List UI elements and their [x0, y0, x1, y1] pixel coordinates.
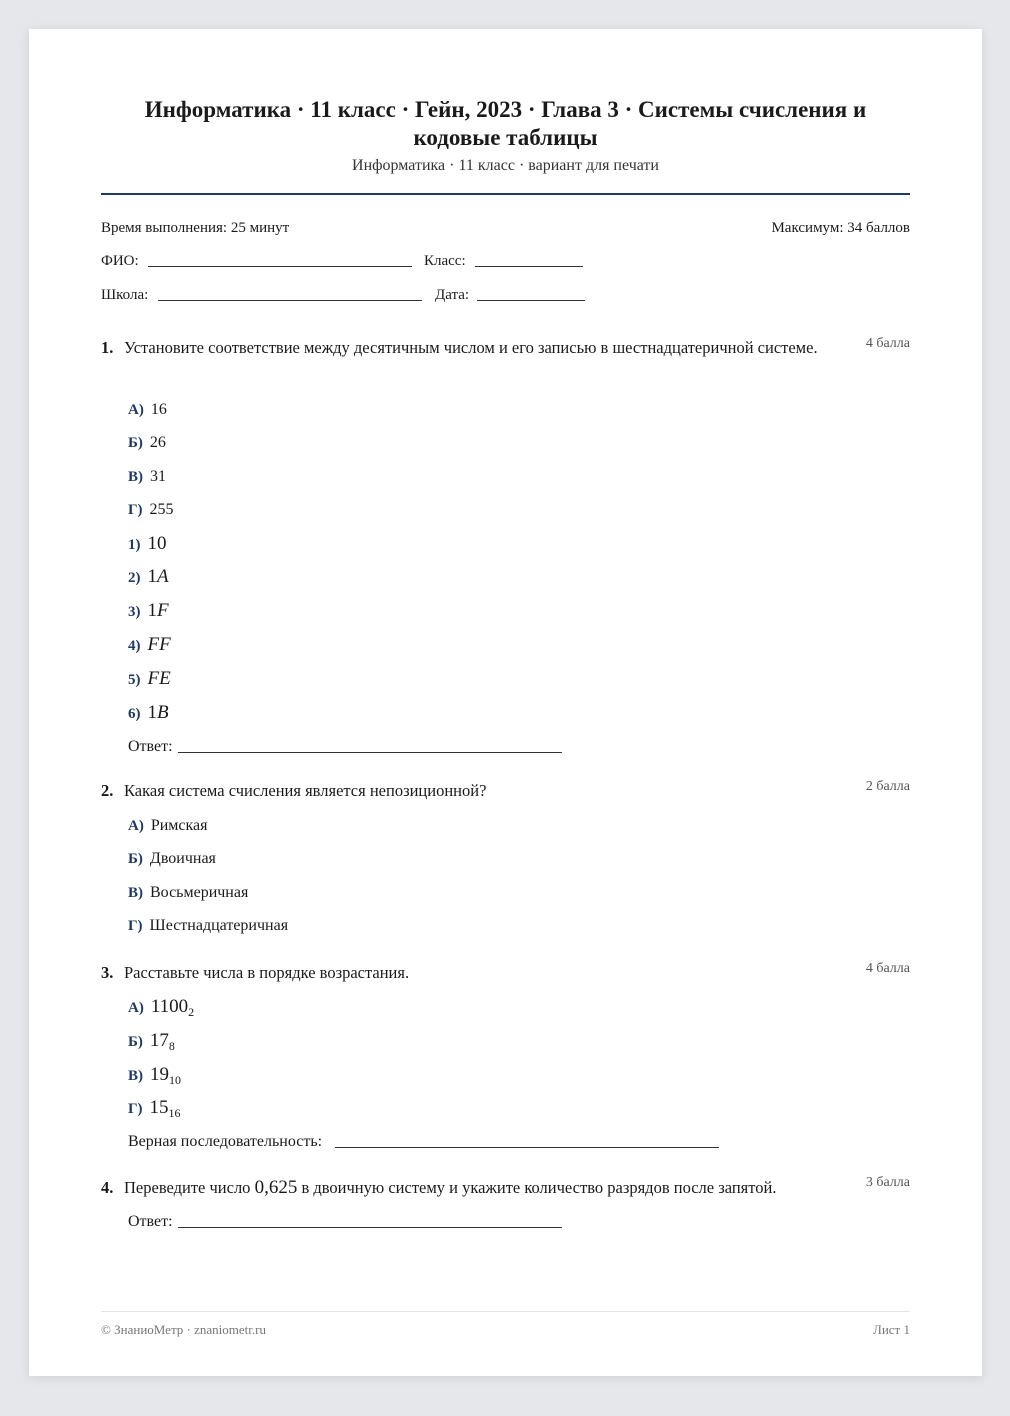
- school-label: Школа:: [101, 287, 149, 303]
- question-number: 4.: [101, 1178, 114, 1197]
- question-points: 2 балла: [865, 779, 910, 794]
- footer-copyright: © ЗнаниоМетр · znaniometr.ru: [101, 1322, 266, 1337]
- match-right-1: 1) 10: [128, 533, 167, 554]
- match-left-a: А) 16: [128, 401, 167, 418]
- order-item-v: В) $19_{10}$: [128, 1064, 181, 1087]
- question-number: 1.: [101, 338, 114, 357]
- answer-label: Ответ:: [128, 1213, 173, 1230]
- answer-field[interactable]: [178, 752, 562, 753]
- question-text: Какая система счисления является непозиционной?: [124, 781, 487, 800]
- sequence-label: Верная последовательность:: [128, 1133, 323, 1150]
- class-label: Класс:: [424, 253, 466, 269]
- date-label: Дата:: [435, 287, 470, 303]
- match-left-b: Б) 26: [128, 434, 166, 451]
- option-a[interactable]: А) Римская: [128, 817, 208, 834]
- question-text: Переведите число 0,625 в двоичную систему и укажите количество разрядов после запятой.: [124, 1177, 777, 1198]
- match-right-5: 5) FE: [128, 668, 171, 689]
- school-field[interactable]: [158, 300, 422, 301]
- order-item-a: А) $1100_2$: [128, 996, 195, 1019]
- match-right-3: 3) 1F: [128, 600, 169, 621]
- fio-field[interactable]: [148, 266, 412, 267]
- order-item-g: Г) $15_{16}$: [128, 1097, 181, 1120]
- question-points: 4 балла: [865, 961, 910, 976]
- question-points: 3 балла: [865, 1175, 910, 1190]
- option-v[interactable]: В) Восьмеричная: [128, 884, 249, 901]
- answer-field[interactable]: [178, 1227, 562, 1228]
- match-right-4: 4) FF: [128, 634, 171, 655]
- match-left-g: Г) 255: [128, 501, 174, 518]
- page-subtitle: Информатика · 11 класс · вариант для печати: [352, 157, 659, 174]
- footer-page-number: Лист 1: [873, 1322, 910, 1337]
- order-item-b: Б) $17_8$: [128, 1030, 175, 1053]
- header-divider: [101, 193, 910, 195]
- match-right-2: 2) 1A: [128, 566, 169, 587]
- match-left-v: В) 31: [128, 468, 166, 485]
- time-limit: Время выполнения: 25 минут: [101, 220, 290, 236]
- question-text: Установите соответствие между десятичным числом и его записью в шестнадцатеричной системе.: [124, 338, 818, 357]
- question-text: Расставьте числа в порядке возрастания.: [124, 963, 410, 982]
- class-field[interactable]: [475, 266, 583, 267]
- sequence-field[interactable]: [335, 1147, 719, 1148]
- answer-label: Ответ:: [128, 738, 173, 755]
- footer-divider: [101, 1311, 910, 1312]
- number-value: 0,625: [254, 1177, 298, 1198]
- question-points: 4 балла: [865, 336, 910, 351]
- question-number: 2.: [101, 781, 114, 800]
- match-right-6: 6) 1B: [128, 702, 169, 723]
- worksheet-page: [29, 29, 982, 1376]
- page-title: Информатика · 11 класс · Гейн, 2023 · Глава 3 · Системы счисления и кодовые таблицы: [144, 97, 867, 150]
- date-field[interactable]: [477, 300, 585, 301]
- fio-label: ФИО:: [101, 253, 139, 269]
- question-number: 3.: [101, 963, 114, 982]
- option-g[interactable]: Г) Шестнадцатеричная: [128, 917, 289, 934]
- option-b[interactable]: Б) Двоичная: [128, 850, 216, 867]
- max-score: Максимум: 34 баллов: [771, 220, 910, 236]
